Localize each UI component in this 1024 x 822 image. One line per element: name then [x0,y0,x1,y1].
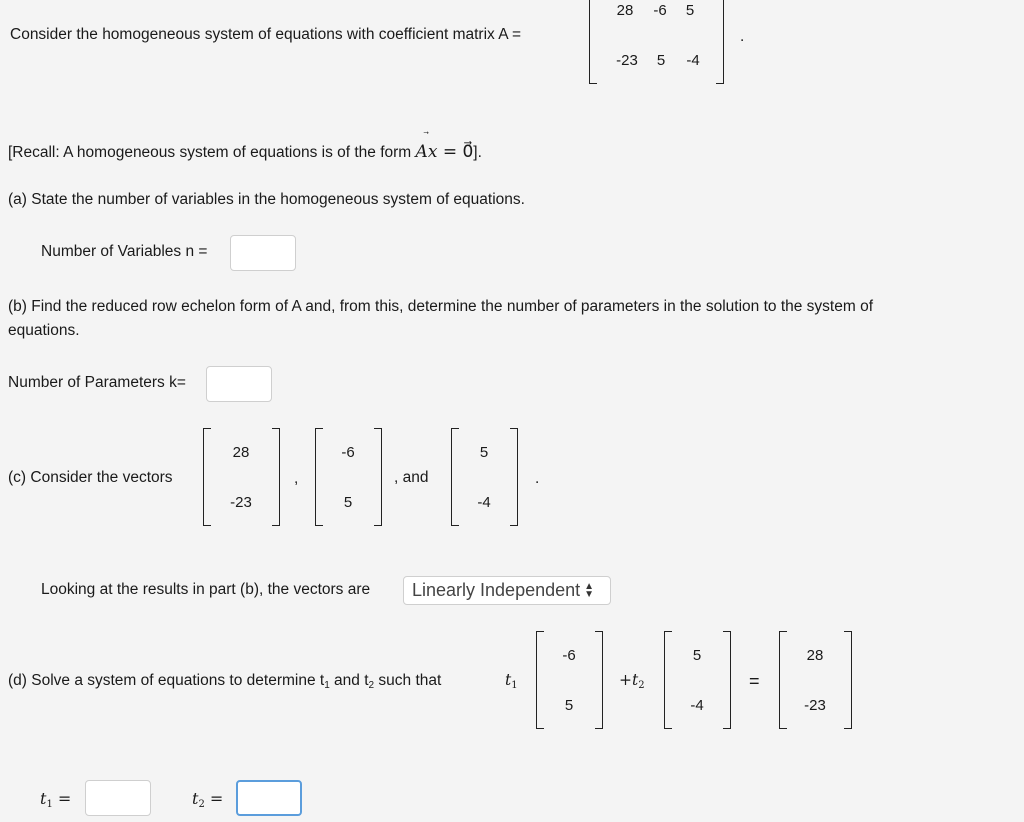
vector-cell: -23 [230,494,252,511]
plus-t2 [619,671,645,689]
vector-cell: 5 [479,444,489,461]
vector-1 [204,428,278,526]
part-d-text: (d) Solve a system of equations to determine t [8,672,325,689]
plus-t2-letter: +t [619,671,639,689]
t1-label [40,789,71,808]
matrix-cell: 5 [656,52,666,69]
t1-input[interactable] [85,780,151,816]
part-c-label: (c) Consider the vectors [8,469,173,486]
vector-and: , and [394,469,429,486]
solve-vector-1 [537,631,601,729]
intro-text: Consider the homogeneous system of equations with coefficient matrix A = [10,26,522,43]
vector-cell: -23 [804,697,826,714]
t1-coef-sub: 1 [511,680,518,691]
part-d-such-that: such that [374,672,442,689]
vector-cell: 28 [232,444,250,461]
part-a-question: (a) State the number of variables in the homogeneous system of equations. [8,191,525,208]
recall-text [8,142,482,162]
matrix-cell: -6 [653,2,667,19]
t1-sub: 1 [46,799,53,810]
t1-coefficient [505,671,518,689]
matrix-cell: -23 [616,52,638,69]
vector-cell: -4 [690,697,704,714]
part-d-label [8,672,441,690]
coefficient-matrix [590,0,722,84]
solve-vector-2 [665,631,729,729]
variables-label: Number of Variables n = [41,243,208,260]
vector-cell: 5 [692,647,702,664]
t1-eq: = [57,789,72,808]
vector-cell: -6 [562,647,576,664]
independence-select-value: Linearly Independent [412,580,581,600]
t1-coef-letter: t [505,671,512,689]
part-d-sub2: 2 [368,680,375,691]
vector-cell: -6 [341,444,355,461]
t2-letter: t [192,789,199,808]
vector-cell: -4 [477,494,491,511]
result-text: Looking at the results in part (b), the vectors are [41,581,371,598]
recall-after: ]. [473,144,482,161]
parameters-input[interactable] [206,366,272,402]
solve-vector-3 [780,631,850,729]
parameters-label: Number of Parameters k= [8,374,186,391]
equals-sign: = [749,671,760,691]
matrix-cell: 5 [685,2,695,19]
part-b-question-line2: equations. [8,322,80,339]
t2-sub: 2 [198,799,205,810]
t2-input[interactable] [236,780,302,816]
matrix-cell: -4 [686,52,700,69]
t2-label [192,789,223,808]
vector-2 [316,428,380,526]
part-d-and: and t [329,672,369,689]
part-b-question-line1: (b) Find the reduced row echelon form of A and, from this, determine the number of parameters in the solution to the system of [8,298,873,315]
vector-cell: 5 [343,494,353,511]
vector-cell: 5 [564,697,574,714]
independence-select[interactable] [403,576,611,605]
select-arrows-icon: ▲ ▼ [584,581,595,601]
recall-before: [Recall: A homogeneous system of equations is of the form [8,144,416,161]
vector-cell: 28 [806,647,824,664]
t2-eq: = [209,789,224,808]
vector-3 [452,428,516,526]
t1-letter: t [40,789,47,808]
variables-input[interactable] [230,235,296,271]
recall-math: Ax = 0⃗ [415,142,474,162]
matrix-cell: 28 [616,2,634,19]
part-d-sub1: 1 [324,680,330,691]
vector-comma: , [294,470,299,487]
vector-period: . [535,470,540,487]
intro-period: . [740,28,745,45]
plus-t2-sub: 2 [638,680,645,691]
